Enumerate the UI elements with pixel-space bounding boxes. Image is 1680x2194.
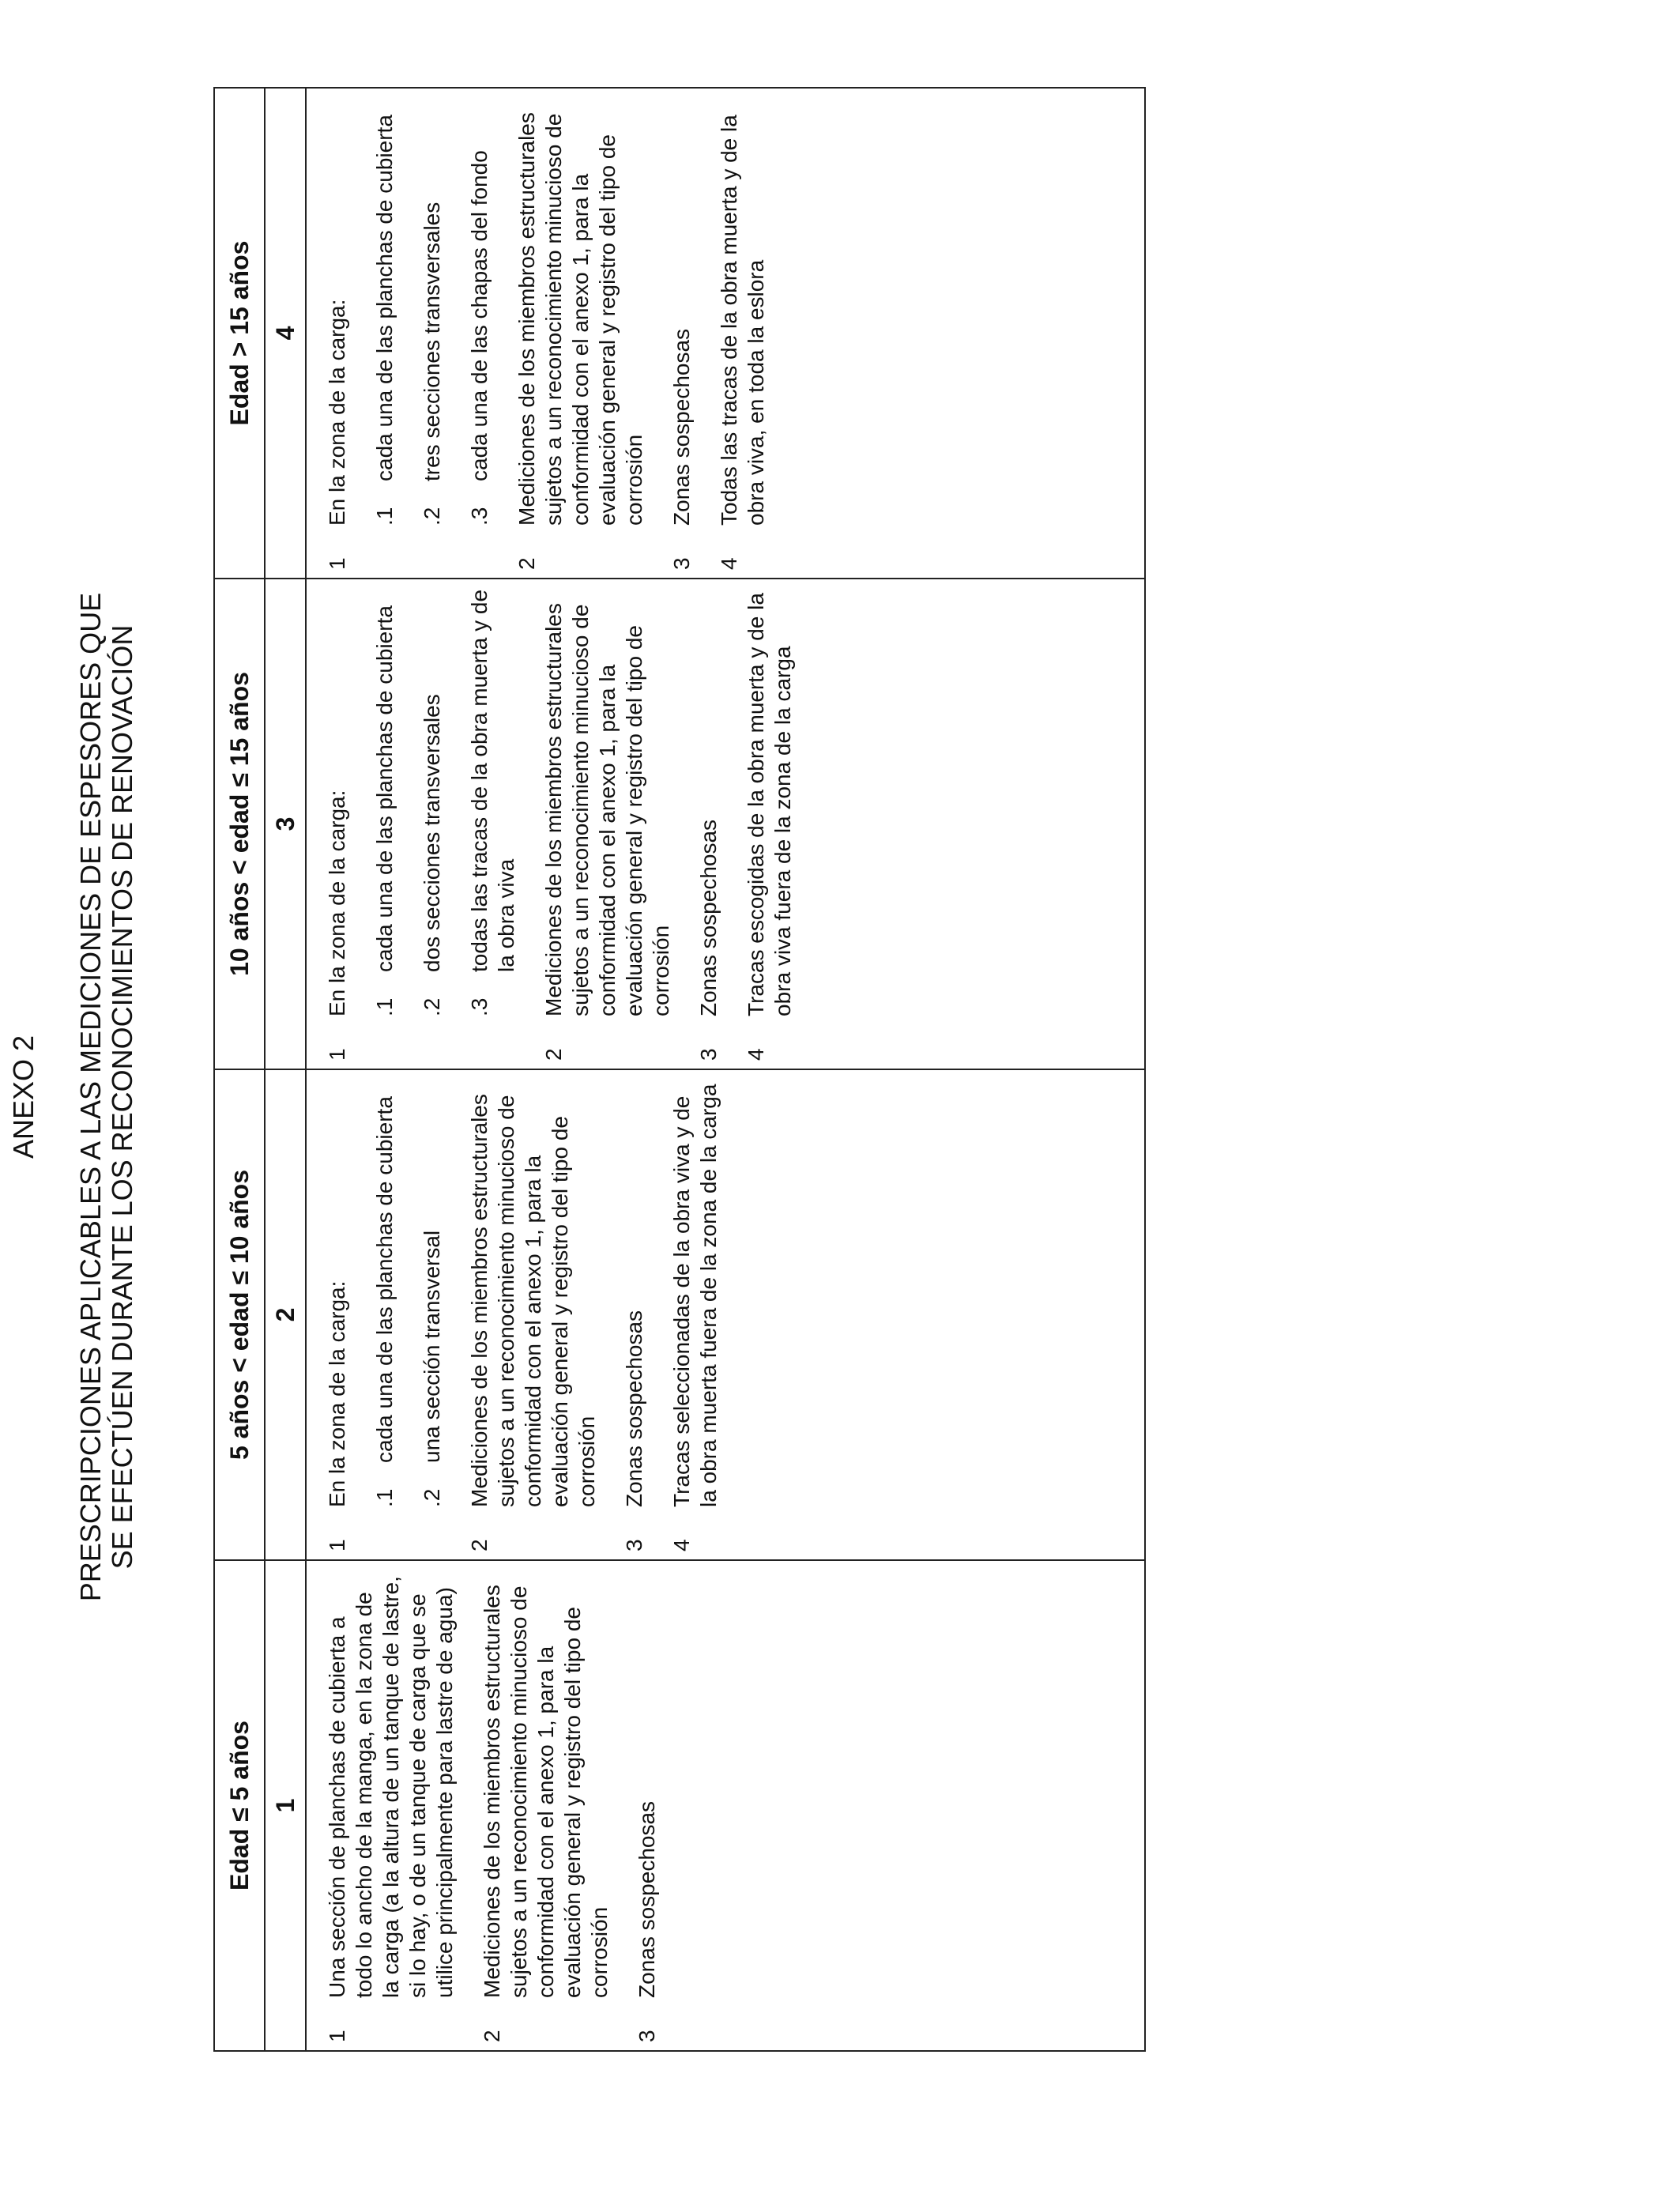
sub-item-number: .1 [372, 507, 397, 526]
column-cell-3 [306, 579, 1145, 1069]
sub-item-text: cada una de las planchas de cubierta [372, 1096, 397, 1463]
item-text-block [324, 587, 520, 1016]
item-text-block [324, 1569, 458, 1998]
item-text-block [466, 1078, 601, 1507]
sub-item-number: .3 [467, 507, 492, 526]
item-number: 4 [744, 1048, 768, 1061]
column-title-4: Edad > 15 años [214, 88, 265, 579]
sub-item-text: una sección transversal [420, 1230, 444, 1463]
column-title-2: 5 años < edad ≤ 10 años [214, 1069, 265, 1560]
item-number: 1 [325, 2030, 349, 2042]
column-number-3: 3 [265, 579, 306, 1069]
number-row [265, 88, 306, 2051]
list-item [669, 1078, 722, 1551]
item-text: Zonas sospechosas [635, 1800, 659, 1998]
item-text-block [669, 96, 695, 526]
sub-item [371, 587, 398, 1016]
item-text: Zonas sospechosas [696, 819, 721, 1016]
list-item [479, 1569, 613, 2042]
item-text-block [541, 587, 675, 1016]
item-text-block [514, 96, 648, 526]
list-item [669, 96, 695, 570]
item-text-block [669, 1078, 722, 1507]
column-cell-2 [306, 1069, 1145, 1560]
item-number: 4 [717, 557, 741, 570]
column-number-2: 2 [265, 1069, 306, 1560]
list-item [621, 1078, 648, 1551]
sub-item-number: .2 [420, 507, 444, 526]
list-item [324, 1078, 446, 1551]
item-number: 2 [514, 557, 539, 570]
item-text: Zonas sospechosas [669, 328, 694, 526]
item-number: 3 [696, 1048, 721, 1061]
item-number: 3 [635, 2030, 659, 2042]
item-text-block [716, 96, 770, 526]
item-number: 2 [541, 1048, 566, 1061]
item-text-block [324, 96, 493, 526]
item-text: En la zona de la carga: [325, 299, 349, 526]
item-number: 2 [467, 1539, 492, 1551]
sub-item-text: dos secciones transversales [420, 694, 444, 972]
sub-item [371, 96, 398, 526]
list-item [716, 96, 770, 570]
item-text-block [621, 1078, 648, 1507]
item-number: 1 [325, 557, 349, 570]
list-item [514, 96, 648, 570]
item-text-block [695, 587, 722, 1016]
sub-item [419, 96, 446, 526]
sub-item-text: cada una de las planchas de cubierta [372, 115, 397, 481]
item-text: Zonas sospechosas [622, 1310, 646, 1507]
item-text: Mediciones de los miembros estructurales sujetos a un reconocimiento minucioso de conformidad con el anexo 1, para la evaluación general y registro del tipo de corrosión [467, 1094, 599, 1507]
list-item [541, 587, 675, 1061]
item-text: En la zona de la carga: [325, 790, 349, 1016]
item-text: Tracas seleccionadas de la obra viva y de la obra muerta fuera de la zona de la carga [669, 1084, 721, 1507]
header-row [214, 88, 265, 2051]
title-line-2: SE EFECTÚEN DURANTE LOS RECONOCIMIENTOS DE RENOVACIÓN [106, 624, 138, 1570]
list-item [743, 587, 797, 1061]
list-item [324, 587, 520, 1061]
item-text-block [743, 587, 797, 1016]
item-text: Mediciones de los miembros estructurales sujetos a un reconocimiento minucioso de conformidad con el anexo 1, para la evaluación general y registro del tipo de corrosión [541, 603, 673, 1016]
sub-item-number: .2 [420, 1488, 444, 1507]
sub-item-text: cada una de las chapas del fondo [467, 150, 492, 481]
sub-item [466, 587, 520, 1016]
thickness-requirements-table [213, 87, 1146, 2052]
item-number: 2 [480, 2030, 504, 2042]
item-text-block [479, 1569, 613, 1998]
sub-item [419, 1078, 446, 1507]
column-cell-4 [306, 88, 1145, 579]
sub-item-number: .2 [420, 997, 444, 1016]
sub-item-number: .3 [467, 997, 492, 1016]
sub-item [466, 96, 493, 526]
item-number: 4 [669, 1539, 694, 1551]
item-text-block [634, 1569, 661, 1998]
column-cell-1 [306, 1560, 1145, 2051]
sub-item-text: tres secciones transversales [420, 202, 444, 481]
content-row [306, 88, 1145, 2051]
sub-item-number: .1 [372, 1488, 397, 1507]
list-item [324, 96, 493, 570]
list-item [634, 1569, 661, 2042]
column-number-1: 1 [265, 1560, 306, 2051]
sub-item-number: .1 [372, 997, 397, 1016]
column-title-3: 10 años < edad ≤ 15 años [214, 579, 265, 1069]
list-item [324, 1569, 458, 2042]
item-text: Una sección de planchas de cubierta a todo lo ancho de la manga, en la zona de la carga (a la altura de un tanque de lastre, si lo hay, o de un tanque de carga que se utilice principalmente para lastre de agua) [325, 1576, 457, 1998]
sub-item [419, 587, 446, 1016]
sub-item [371, 1078, 398, 1507]
item-number: 1 [325, 1539, 349, 1551]
item-text: Mediciones de los miembros estructurales sujetos a un reconocimiento minucioso de conformidad con el anexo 1, para la evaluación general y registro del tipo de corrosión [480, 1585, 612, 1998]
item-text: Todas las tracas de la obra muerta y de la obra viva, en toda la eslora [717, 115, 768, 526]
item-number: 1 [325, 1048, 349, 1061]
item-text: Mediciones de los miembros estructurales sujetos a un reconocimiento minucioso de conformidad con el anexo 1, para la evaluación general y registro del tipo de corrosión [514, 112, 646, 526]
item-text: Tracas escogidas de la obra muerta y de la obra viva fuera de la zona de la carga [744, 593, 795, 1016]
sub-item-text: todas las tracas de la obra muerta y de la obra viva [467, 589, 518, 972]
list-item [695, 587, 722, 1061]
item-text: En la zona de la carga: [325, 1280, 349, 1507]
column-title-1: Edad ≤ 5 años [214, 1560, 265, 2051]
title-line-1: PRESCRIPCIONES APLICABLES A LAS MEDICIONES DE ESPESORES QUE [74, 592, 107, 1602]
item-number: 3 [622, 1539, 646, 1551]
annex-label: ANEXO 2 [7, 1035, 40, 1159]
sub-item-text: cada una de las planchas de cubierta [372, 605, 397, 972]
column-number-4: 4 [265, 88, 306, 579]
list-item [466, 1078, 601, 1551]
item-text-block [324, 1078, 446, 1507]
item-number: 3 [669, 557, 694, 570]
